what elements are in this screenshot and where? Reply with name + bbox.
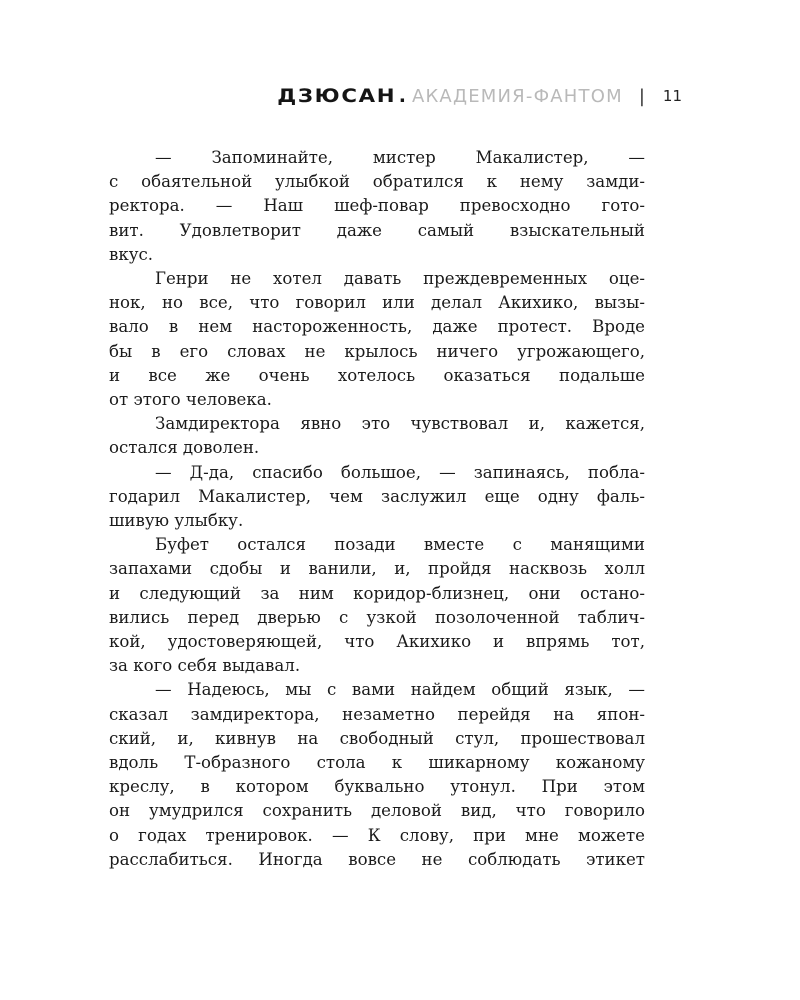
- text-line: Замдиректора явно это чувствовал и, кажется,: [155, 414, 645, 434]
- text-line: — Надеюсь, мы с вами найдем общий язык, —: [155, 680, 645, 700]
- text-line: и следующий за ним коридор-близнец, они остано-: [109, 583, 645, 603]
- text-line: креслу, в котором буквально утонул. При этом: [109, 777, 645, 797]
- text-line: ский, и, кивнув на свободный стул, прошествовал: [109, 728, 645, 748]
- text-line: с обаятельной улыбкой обратился к нему замди-: [109, 172, 645, 192]
- text-line: шивую улыбку.: [109, 511, 244, 531]
- author-name: ДЗЮСАН: [277, 85, 397, 107]
- text-line: вит. Удовлетворит даже самый взыскательный: [109, 220, 645, 240]
- text-line: Генри не хотел давать преждевременных оце-: [155, 269, 645, 289]
- text-line: расслабиться. Иногда вовсе не соблюдать этикет: [109, 849, 645, 869]
- text-line: годарил Макалистер, чем заслужил еще одну фаль-: [109, 486, 645, 506]
- text-line: — Запоминайте, мистер Макалистер, —: [155, 148, 645, 167]
- text-line: Буфет остался позади вместе с манящими: [155, 535, 645, 555]
- text-line: вкус.: [109, 244, 154, 264]
- text-line: о годах тренировок. — К слову, при мне можете: [109, 825, 645, 845]
- text-line: он умудрился сохранить деловой вид, что говорило: [109, 801, 645, 821]
- text-line: вдоль Т-образного стола к шикарному кожаному: [109, 753, 645, 773]
- text-line: кой, удостоверяющей, что Акихико и впрямь тот,: [109, 632, 645, 652]
- series-title: АКАДЕМИЯ-ФАНТОМ: [411, 85, 623, 107]
- page-number: 11: [662, 87, 682, 105]
- text-line: бы в его словах не крылось ничего угрожающего,: [109, 341, 645, 361]
- body-text: [109, 146, 645, 872]
- text-line: нок, но все, что говорил или делал Акихико, вызы-: [109, 293, 645, 313]
- text-line: вились перед дверью с узкой позолоченной таблич-: [109, 607, 645, 627]
- head-separator-dot: .: [398, 85, 406, 107]
- text-line: за кого себя выдавал.: [109, 656, 301, 676]
- text-line: — Д-да, спасибо большое, — запинаясь, побла-: [155, 462, 645, 482]
- text-line: остался доволен.: [109, 438, 260, 458]
- text-line: и все же очень хотелось оказаться подальше: [109, 365, 645, 385]
- text-line: от этого человека.: [109, 390, 272, 410]
- head-divider: |: [638, 85, 645, 107]
- text-line: вало в нем настороженность, даже протест. Вроде: [109, 317, 645, 337]
- text-line: сказал замдиректора, незаметно перейдя на япон-: [109, 704, 645, 724]
- text-line: запахами сдобы и ванили, и, пройдя насквозь холл: [109, 559, 645, 579]
- text-line: ректора. — Наш шеф-повар превосходно гото-: [109, 196, 645, 216]
- running-head: [277, 84, 682, 108]
